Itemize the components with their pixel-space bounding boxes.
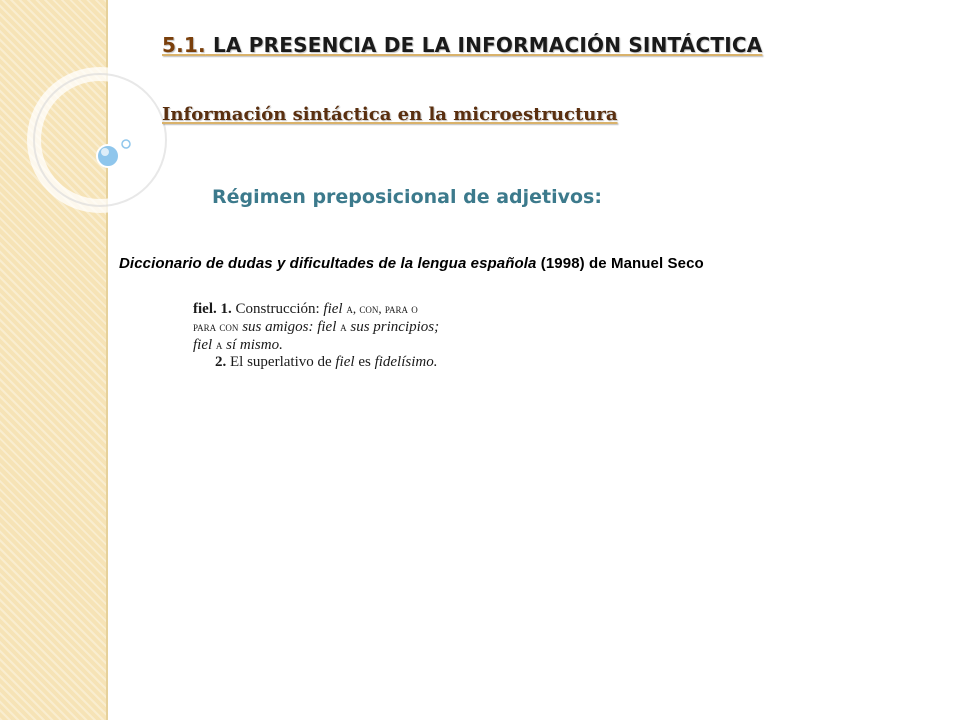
example-fiel: fiel [323, 301, 343, 317]
example-principios: sus principios; [350, 319, 440, 335]
entry-line-2 [193, 318, 523, 336]
slide-title-number: 5.1. [162, 33, 206, 57]
sense-2-fidelisimo: fidelísimo. [374, 354, 438, 370]
prep-a: a [340, 319, 347, 334]
sense-2-fiel: fiel [335, 354, 355, 370]
example-amigos: sus amigos: fiel [242, 319, 337, 335]
entry-line-3 [193, 336, 523, 354]
prep-a-2: a [215, 337, 223, 352]
slide-subtitle: Información sintáctica en la microestructura [162, 104, 618, 125]
entry-line-1 [193, 300, 523, 318]
entry-line-4 [193, 354, 523, 371]
sense-1-number: 1. [220, 301, 232, 317]
citation-work-title: Diccionario de dudas y dificultades de la lengua española [119, 255, 537, 272]
sense-2-es: es [358, 354, 371, 370]
citation-year: (1998) [540, 255, 585, 272]
decorative-circles [0, 60, 160, 260]
slide-title [162, 33, 762, 57]
sense-2-text: El superlativo de [230, 354, 332, 370]
sense-1-label: Construcción: [235, 301, 320, 317]
section-heading: Régimen preposicional de adjetivos: [212, 186, 602, 208]
dictionary-entry [193, 300, 523, 371]
entry-headword: fiel. [193, 301, 217, 317]
citation-author: de Manuel Seco [589, 255, 704, 272]
prepositions-list: a, con, para o [346, 301, 418, 316]
source-citation [119, 255, 704, 272]
example-fiel-2: fiel [193, 337, 213, 353]
sense-2-number: 2. [215, 354, 227, 370]
example-si-mismo: sí mismo. [226, 337, 283, 353]
para-con: para con [193, 319, 239, 334]
slide-title-text: LA PRESENCIA DE LA INFORMACIÓN SINTÁCTICA [213, 33, 763, 57]
